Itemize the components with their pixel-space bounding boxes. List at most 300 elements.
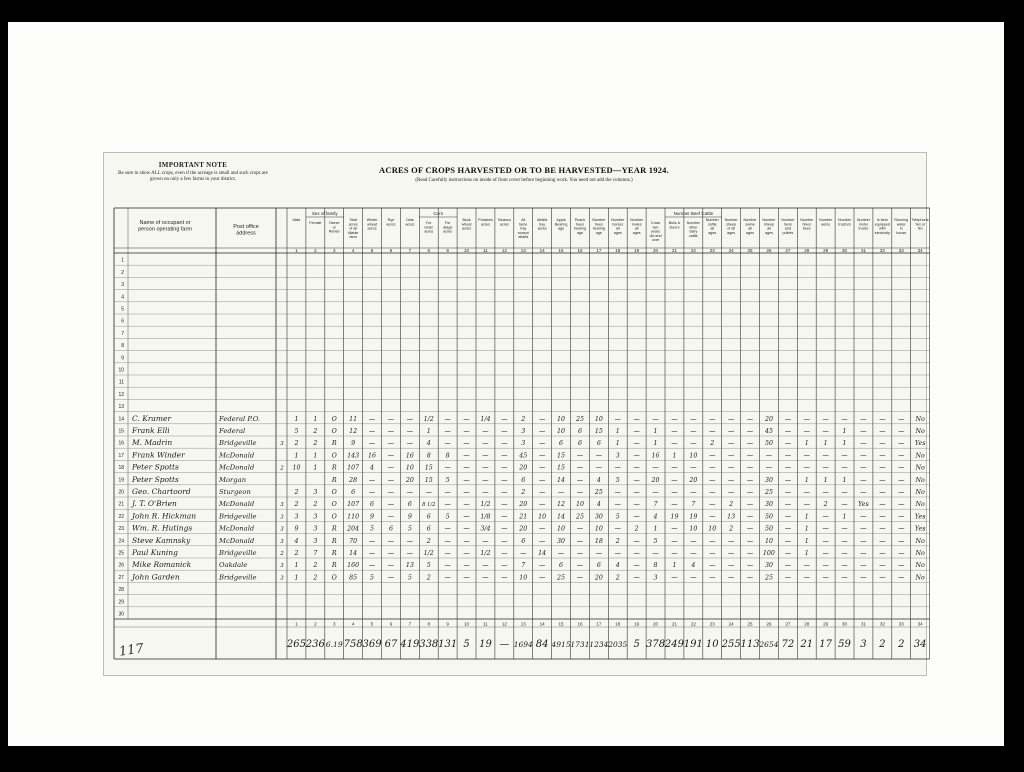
column-number: 33 xyxy=(898,247,904,253)
cell-swine: — xyxy=(746,562,754,570)
header-hens: pullets xyxy=(782,230,794,235)
cell-tractors: — xyxy=(822,513,829,521)
cell-peach: 6 xyxy=(577,440,582,448)
cell-alfalfa: — xyxy=(539,489,546,496)
totals-column-number: 26 xyxy=(766,621,772,627)
totals-column-number: 1 xyxy=(295,621,298,627)
cell-sheep: — xyxy=(728,489,735,496)
census-sheet xyxy=(103,152,927,676)
header-other_cattle: cattle xyxy=(688,233,698,238)
cell-tractors: — xyxy=(822,464,829,472)
cell-female: 2 xyxy=(313,574,318,582)
header-wheat: acres xyxy=(367,226,377,231)
header-corn_silage: acres xyxy=(443,229,453,234)
cell-sheep: 2 xyxy=(729,501,734,509)
occupant-name: M. Madrin xyxy=(132,438,173,448)
occupant-name: Mike Romanick xyxy=(132,560,192,570)
cell-trucks: — xyxy=(841,489,848,496)
cell-horses: — xyxy=(614,464,621,472)
cell-water: — xyxy=(879,464,886,472)
cell-bulls: — xyxy=(671,440,678,448)
cell-peach: — xyxy=(576,537,584,545)
header-mules: ages xyxy=(632,230,641,235)
row-number: 30 xyxy=(118,611,124,618)
cell-sheep: — xyxy=(728,428,735,435)
cell-wheat: — xyxy=(368,476,376,484)
cell-female: 1 xyxy=(313,452,318,460)
cell-alfalfa: — xyxy=(539,501,546,509)
cell-radio: No xyxy=(915,452,925,460)
cell-swine: — xyxy=(746,452,754,460)
row-number: 22 xyxy=(118,513,124,520)
header-electric: equipped xyxy=(874,222,890,227)
cell-cows: — xyxy=(652,550,659,557)
header-water: Running xyxy=(894,218,909,222)
cell-peach: — xyxy=(576,574,584,582)
cell-potatoes: — xyxy=(482,428,489,435)
totals-column-number: 10 xyxy=(464,621,470,627)
cell-rye: — xyxy=(387,476,395,484)
header-sheep: Number xyxy=(724,218,738,222)
column-number: 11 xyxy=(483,247,488,253)
cell-hay: 20 xyxy=(519,464,528,472)
cell-rfd: 2 xyxy=(280,465,284,472)
cell-tel: — xyxy=(898,476,905,484)
cell-rye: — xyxy=(387,501,395,509)
cell-swine: — xyxy=(746,464,754,472)
cell-other: — xyxy=(690,537,697,545)
cell-rfd: 3 xyxy=(280,441,284,448)
cell-horses: 1 xyxy=(615,440,620,448)
cell-autos: 1 xyxy=(804,525,809,533)
post-office: Bridgeville xyxy=(219,549,257,557)
cell-hay: 3 xyxy=(521,440,526,448)
column-total: 72 xyxy=(781,639,795,650)
cell-silage: 5 xyxy=(445,513,450,521)
cell-potatoes: — xyxy=(482,440,489,448)
cell-male: 4 xyxy=(294,537,299,545)
cell-total: 9 xyxy=(351,440,356,448)
column-total: 2654 xyxy=(759,640,779,649)
cell-autos: — xyxy=(803,428,810,435)
cell-sheep: — xyxy=(728,452,735,460)
header-telephone: No xyxy=(917,226,923,231)
cell-rye: — xyxy=(387,537,395,545)
header-trucks: Number xyxy=(856,218,871,222)
cell-mules: — xyxy=(633,476,640,484)
cell-hens: 10 xyxy=(764,537,773,545)
cell-total: 143 xyxy=(347,452,360,460)
cell-tobacco: — xyxy=(501,428,508,435)
cell-apple: 10 xyxy=(557,525,566,533)
occupant-name: Paul Kuning xyxy=(132,548,178,557)
cell-autos: 1 xyxy=(804,440,809,448)
cell-bulls: — xyxy=(671,464,678,472)
cell-other: — xyxy=(690,415,697,423)
cell-apple: 6 xyxy=(559,562,564,570)
cell-hay: — xyxy=(520,550,527,557)
header-other_cattle: dairy xyxy=(689,229,698,234)
cell-bulls: 1 xyxy=(672,562,677,570)
row-number: 15 xyxy=(118,428,124,435)
cell-owner: R xyxy=(331,464,337,472)
margin-number: 117 xyxy=(118,641,145,660)
cell-mules: — xyxy=(633,513,640,521)
cell-peach: — xyxy=(576,452,584,460)
occupant-name: C. Kramer xyxy=(132,413,172,423)
cell-trees: — xyxy=(595,550,602,557)
cell-buck: — xyxy=(463,440,470,448)
cell-male: 2 xyxy=(294,489,299,496)
cell-peach: — xyxy=(576,562,584,570)
totals-column-number: 17 xyxy=(596,621,602,627)
cell-tel: — xyxy=(898,489,905,496)
cell-tel: — xyxy=(898,574,905,582)
cell-tractors: 1 xyxy=(823,440,828,448)
header-horses: all xyxy=(615,226,620,231)
cell-tractors: — xyxy=(822,574,829,582)
totals-column-number: 33 xyxy=(898,621,904,627)
totals-column-number: 3 xyxy=(332,621,336,627)
cell-tractors: — xyxy=(822,452,829,460)
cell-autos: — xyxy=(803,452,810,460)
cell-cows: — xyxy=(652,415,659,423)
cell-grain: — xyxy=(425,489,432,496)
column-number: 12 xyxy=(501,247,507,253)
row-number: 24 xyxy=(118,538,124,545)
column-total: 255 xyxy=(721,639,741,650)
cell-tel: — xyxy=(898,415,905,423)
cell-alfalfa: — xyxy=(539,464,546,472)
cell-other: 10 xyxy=(689,525,698,533)
cell-oats: 20 xyxy=(405,476,414,484)
cell-silage: — xyxy=(444,537,451,545)
header-swine: swine xyxy=(745,222,755,227)
cell-rfd: 3 xyxy=(280,538,284,545)
cell-swine: — xyxy=(746,550,754,557)
cell-buck: — xyxy=(463,464,470,472)
occupant-name: John R. Hickman xyxy=(132,511,197,521)
cell-other: 20 xyxy=(689,476,698,484)
cell-mules: — xyxy=(633,489,640,496)
cell-bulls: — xyxy=(671,574,678,582)
cell-autos: — xyxy=(803,415,810,423)
cell-radio: No xyxy=(915,489,925,496)
cell-horses: 5 xyxy=(615,513,620,521)
header-water: water xyxy=(896,222,906,227)
column-total: 131 xyxy=(438,639,458,650)
cell-buck: — xyxy=(463,562,470,570)
cell-female: 3 xyxy=(313,489,318,496)
cell-mules: — xyxy=(633,440,640,448)
cell-electric: — xyxy=(860,550,867,557)
cell-swine: — xyxy=(746,489,754,496)
row-number: 18 xyxy=(118,465,124,472)
post-office: McDonald xyxy=(219,451,255,460)
cell-electric: — xyxy=(860,537,867,545)
cell-grain: 5 xyxy=(426,562,431,570)
cell-oats: — xyxy=(406,489,413,496)
cell-other: 19 xyxy=(689,513,698,521)
cell-autos: 1 xyxy=(804,537,809,545)
header-alfalfa: Alfalfa xyxy=(537,218,548,222)
post-office: Federal P.O. xyxy=(219,414,261,423)
totals-column-number: 7 xyxy=(408,621,412,627)
column-total: 19 xyxy=(479,639,492,650)
header-cows: years xyxy=(651,229,661,234)
header-male: Male xyxy=(292,218,301,222)
column-total: 3 xyxy=(860,639,867,650)
column-number: 7 xyxy=(408,247,412,253)
cell-tractors: 2 xyxy=(823,501,828,509)
cell-dairy: — xyxy=(709,513,716,521)
cell-trucks: — xyxy=(841,452,848,460)
header-trucks: trucks xyxy=(858,226,869,231)
header-water: in xyxy=(899,226,903,231)
cell-male: 1 xyxy=(294,415,299,423)
cell-sheep: — xyxy=(728,550,735,557)
row-number: 16 xyxy=(118,440,124,447)
header-dairy_all: all xyxy=(710,226,715,231)
column-number: 23 xyxy=(709,247,715,253)
cell-cows: 16 xyxy=(651,452,660,460)
row-number: 19 xyxy=(118,477,124,484)
column-number: 2 xyxy=(314,247,317,253)
cell-female: 3 xyxy=(313,513,318,521)
post-office: Morgan xyxy=(219,475,247,484)
cell-female: 2 xyxy=(313,440,318,448)
cell-dairy: — xyxy=(709,476,716,484)
cell-rye: — xyxy=(387,562,395,570)
cell-potatoes: 3/4 xyxy=(480,525,491,533)
cell-tobacco: — xyxy=(501,501,508,509)
cell-buck: — xyxy=(463,550,470,557)
cell-wheat: — xyxy=(368,415,376,423)
cell-electric: — xyxy=(860,574,867,582)
cell-hens: 50 xyxy=(764,440,773,448)
header-alfalfa: hay xyxy=(539,222,546,227)
cell-electric: — xyxy=(860,440,867,448)
cell-wheat: — xyxy=(368,440,376,448)
cell-autos: — xyxy=(803,562,810,570)
cell-alfalfa: — xyxy=(539,452,546,460)
cell-potatoes: — xyxy=(482,562,489,570)
cell-water: — xyxy=(879,550,886,557)
cell-trees: 6 xyxy=(596,562,601,570)
cell-owner: O xyxy=(331,574,337,582)
cell-dairy: — xyxy=(709,550,716,557)
row-number: 11 xyxy=(118,379,124,386)
header-autos: Number xyxy=(819,218,833,222)
row-number: 4 xyxy=(121,294,124,301)
cell-tel: — xyxy=(898,464,905,472)
header-telephone: Yes or xyxy=(914,222,926,227)
cell-swine: — xyxy=(746,537,754,545)
cell-hay: 6 xyxy=(521,476,526,484)
column-number: 26 xyxy=(766,247,772,253)
header-sheep2: sheep xyxy=(763,222,774,227)
header-peach: Peach xyxy=(574,218,586,222)
cell-horses: 1 xyxy=(615,428,620,435)
cell-cows: 1 xyxy=(653,440,658,448)
header-sheep2: ages xyxy=(764,230,773,235)
header-hay: All xyxy=(521,218,526,222)
row-number: 9 xyxy=(121,355,124,362)
cell-rfd: 3 xyxy=(280,526,284,533)
cell-dairy: — xyxy=(709,464,716,472)
column-number: 27 xyxy=(785,247,791,253)
cell-dairy: — xyxy=(709,537,716,545)
cell-mules: — xyxy=(633,452,640,460)
column-total: 10 xyxy=(705,639,719,650)
cell-female: 2 xyxy=(313,562,318,570)
cell-sheep: — xyxy=(728,440,735,448)
cell-tractors: — xyxy=(822,550,829,557)
cell-potatoes: — xyxy=(482,452,489,460)
cell-electric: — xyxy=(860,562,867,570)
cell-autos: 1 xyxy=(804,476,809,484)
cell-tobacco: — xyxy=(501,452,508,460)
cell-bulls: — xyxy=(671,537,678,545)
header-hay: hay xyxy=(520,226,527,231)
cell-trucks: 1 xyxy=(842,440,847,448)
cell-apple: 30 xyxy=(557,537,566,545)
cell-trees: 25 xyxy=(594,489,603,496)
cell-rye: — xyxy=(387,574,395,582)
cell-bulls: — xyxy=(671,501,678,509)
header-other_cattle: other xyxy=(689,225,698,230)
cell-rye: — xyxy=(387,415,395,423)
column-total: 191 xyxy=(683,639,703,650)
cell-silage: — xyxy=(444,415,451,423)
cell-male: 1 xyxy=(294,562,299,570)
header-potatoes: Potatoes xyxy=(478,218,493,222)
row-number: 12 xyxy=(118,391,124,398)
column-number: 17 xyxy=(596,247,602,253)
totals-column-number: 9 xyxy=(446,621,449,627)
post-office: Federal xyxy=(219,427,246,435)
header-tobacco: acres xyxy=(499,222,509,227)
cell-dairy: 2 xyxy=(710,440,715,448)
totals-column-number: 32 xyxy=(879,621,885,627)
header-sheep: ages xyxy=(727,230,736,235)
cell-tobacco: — xyxy=(501,562,508,570)
cell-tel: — xyxy=(898,428,905,435)
cell-total: 160 xyxy=(347,562,360,570)
post-office: Bridgeville xyxy=(219,573,257,582)
cell-tel: — xyxy=(898,525,905,533)
cell-hay: 7 xyxy=(521,562,526,570)
cell-tel: — xyxy=(898,501,905,509)
cell-silage: 5 xyxy=(445,476,450,484)
row-number: 25 xyxy=(118,550,124,557)
cell-wheat: — xyxy=(368,537,376,545)
cell-trucks: — xyxy=(841,550,848,557)
column-number: 20 xyxy=(653,247,659,253)
cell-potatoes: 1/2 xyxy=(480,501,491,509)
totals-column-number: 22 xyxy=(690,621,696,627)
cell-silage: — xyxy=(444,440,451,448)
cell-tel: — xyxy=(898,537,905,545)
cell-tractors: — xyxy=(822,537,829,545)
cell-bulls: — xyxy=(671,525,678,533)
cell-trucks: — xyxy=(841,574,848,582)
cell-cows: 5 xyxy=(653,537,658,545)
header-sheep2: Number xyxy=(762,218,776,222)
row-number: 8 xyxy=(121,343,124,350)
cell-hives: — xyxy=(784,428,791,435)
cell-silage: — xyxy=(444,562,451,570)
header-corn_grain: Grain xyxy=(424,225,434,230)
column-total: 5 xyxy=(463,639,470,650)
occupant-name: Peter Spotts xyxy=(132,462,179,472)
header-female: Female xyxy=(309,221,322,225)
cell-trucks: 1 xyxy=(842,513,847,521)
header-cows: two xyxy=(652,225,659,230)
cell-bulls: — xyxy=(671,550,678,557)
header-mules: all xyxy=(634,226,639,231)
cell-wheat: 5 xyxy=(370,525,375,533)
cell-mules: 2 xyxy=(634,525,639,533)
cell-tobacco: — xyxy=(501,476,508,484)
cell-tel: — xyxy=(898,452,905,460)
cell-grain: 6 xyxy=(426,525,431,533)
cell-hives: — xyxy=(784,513,791,521)
header-rye: Rye xyxy=(387,218,395,222)
cell-horses: 2 xyxy=(615,537,620,545)
cell-electric: — xyxy=(860,476,867,484)
cell-cows: 7 xyxy=(653,501,658,509)
cell-total: 6 xyxy=(351,489,356,496)
cell-horses: 4 xyxy=(615,562,620,570)
totals-column-number: 31 xyxy=(860,621,866,627)
cell-tel: — xyxy=(898,513,905,521)
cell-peach: — xyxy=(576,489,584,496)
cell-radio: No xyxy=(915,574,925,582)
cell-rfd: 3 xyxy=(280,563,284,570)
cell-radio: No xyxy=(915,537,925,545)
cell-swine: — xyxy=(746,476,754,484)
header-apple: age xyxy=(557,226,565,231)
cell-swine: — xyxy=(746,428,754,435)
cell-hay: 10 xyxy=(519,574,528,582)
cell-dairy: — xyxy=(709,415,716,423)
cell-swine: — xyxy=(746,513,754,521)
cell-silage: — xyxy=(444,489,451,496)
totals-column-number: 14 xyxy=(539,621,545,627)
cell-hens: 25 xyxy=(764,489,773,496)
cell-owner: O xyxy=(331,428,337,435)
cell-hives: — xyxy=(784,525,791,533)
cell-other: 4 xyxy=(691,562,696,570)
cell-horses: — xyxy=(614,415,621,423)
column-total: 67 xyxy=(384,639,398,650)
column-total: 338 xyxy=(419,639,439,650)
header-water: house xyxy=(896,230,907,235)
column-total: 249 xyxy=(664,639,684,650)
totals-column-number: 19 xyxy=(634,621,640,627)
cell-dairy: — xyxy=(709,428,716,435)
cell-water: — xyxy=(879,415,886,423)
cell-wheat: — xyxy=(368,428,376,435)
totals-column-number: 24 xyxy=(728,621,734,627)
header-total: acres xyxy=(348,222,358,227)
cell-silage: — xyxy=(444,464,451,472)
cell-female: 1 xyxy=(313,415,318,423)
cell-other: — xyxy=(690,574,697,582)
column-total: 369 xyxy=(362,639,382,650)
header-total: Total xyxy=(349,218,358,222)
